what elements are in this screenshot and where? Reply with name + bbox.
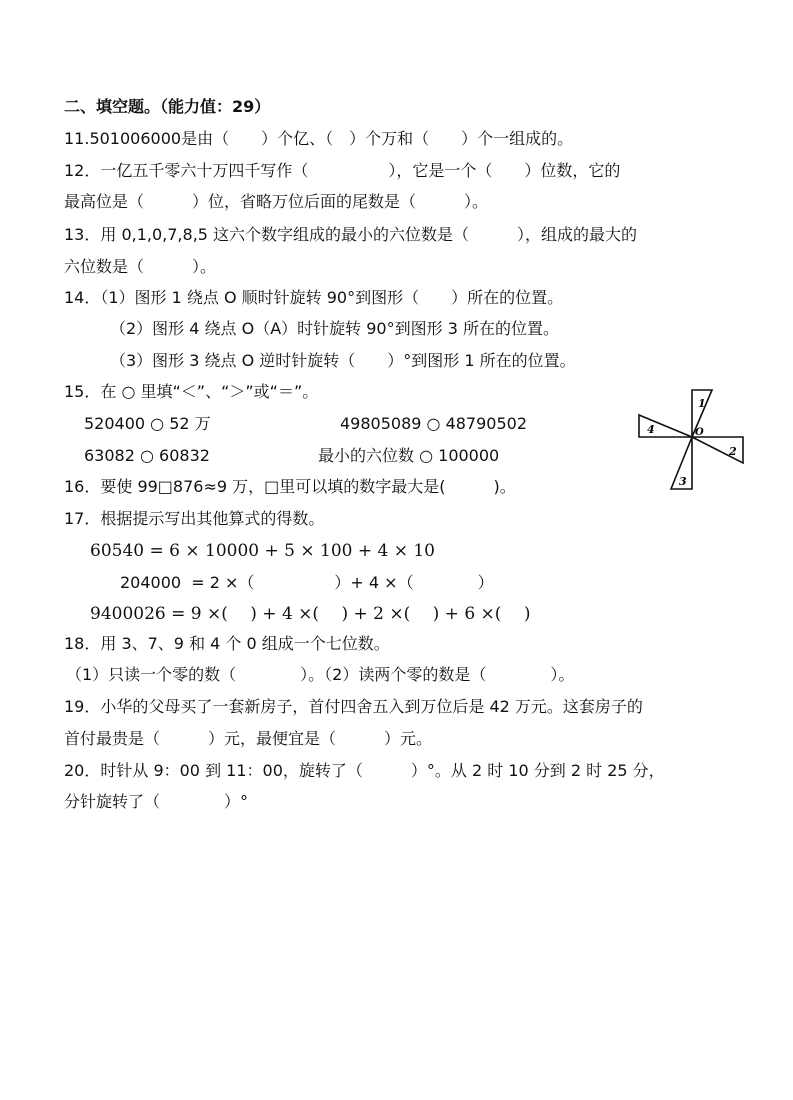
question-13-line-2: 六位数是（ ）。 [64, 257, 217, 276]
equation-1: 60540 = 6 × 10000 + 5 × 100 + 4 × 10 [90, 541, 435, 561]
question-11: 11.501006000是由（ ）个亿、（ ）个万和（ ）个一组成的。 [64, 129, 574, 148]
question-12-line-1: 12．一亿五千零六十万四千写作（ ），它是一个（ ）位数，它的 [64, 161, 621, 180]
label-1: 1 [698, 397, 706, 410]
question-14-part-3: （3）图形 3 绕点 O 逆时针旋转（ ）°到图形 1 所在的位置。 [110, 351, 576, 370]
question-17: 17．根据提示写出其他算式的得数。 [64, 509, 325, 528]
question-19-line-1: 19．小华的父母买了一套新房子，首付四舍五入到万位后是 42 万元。这套房子的 [64, 697, 643, 716]
section-title: 二、填空题。（能力值：29） [64, 97, 271, 116]
question-15: 15．在 ○ 里填“＜”、“＞”或“＝”。 [64, 382, 319, 401]
question-16: 16．要使 99□876≈9 万，□里可以填的数字最大是( )。 [64, 477, 516, 496]
label-o: O [695, 427, 704, 438]
rotation-figure [635, 385, 749, 493]
label-2: 2 [729, 445, 737, 458]
compare-item-3: 63082 ○ 60832 [84, 446, 210, 465]
question-20-line-1: 20．时针从 9：00 到 11：00，旋转了（ ）°。从 2 时 10 分到 2 时 25 分， [64, 761, 665, 780]
question-18: 18．用 3、7、9 和 4 个 0 组成一个七位数。 [64, 634, 390, 653]
equation-3: 9400026 = 9 ×( ) + 4 ×( ) + 2 ×( ) + 6 ×( ) [90, 604, 531, 624]
question-13-line-1: 13．用 0,1,0,7,8,5 这六个数字组成的最小的六位数是（ ），组成的最大的 [64, 225, 638, 244]
label-3: 3 [679, 475, 687, 488]
question-14-part-1: 14．（1）图形 1 绕点 O 顺时针旋转 90°到图形（ ）所在的位置。 [64, 288, 564, 307]
compare-item-4: 最小的六位数 ○ 100000 [318, 446, 500, 465]
compare-item-1: 520400 ○ 52 万 [84, 414, 211, 433]
question-20-line-2: 分针旋转了（ ）° [64, 792, 249, 811]
question-12-line-2: 最高位是（ ）位，省略万位后面的尾数是（ ）。 [64, 192, 489, 211]
equation-2: 204000 = 2 ×（ ）+ 4 ×（ ） [120, 573, 494, 592]
label-4: 4 [647, 423, 655, 436]
compare-item-2: 49805089 ○ 48790502 [340, 414, 528, 433]
question-14-part-2: （2）图形 4 绕点 O（A）时针旋转 90°到图形 3 所在的位置。 [110, 319, 559, 338]
question-19-line-2: 首付最贵是（ ）元，最便宜是（ ）元。 [64, 729, 433, 748]
question-18-sub: （1）只读一个零的数（ ）。（2）读两个零的数是（ ）。 [66, 665, 575, 684]
